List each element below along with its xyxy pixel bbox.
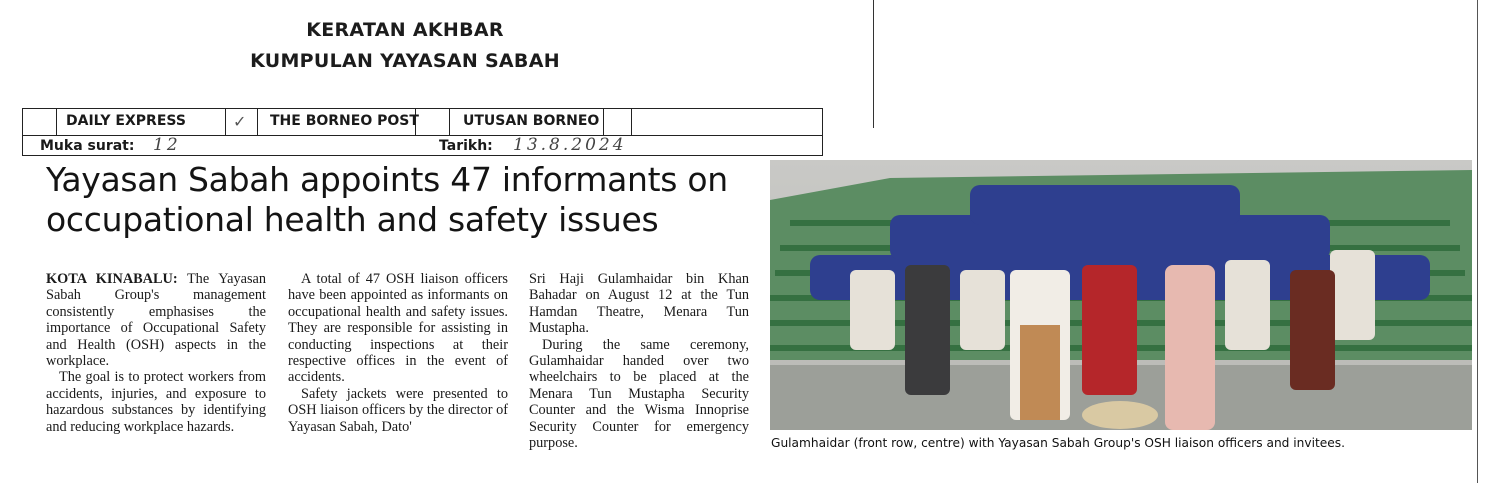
paragraph: Sri Haji Gulamhaidar bin Khan Bahadar on August 12 at the Tun Hamdan Theatre, Menara Tun Mustapha.: [529, 271, 749, 337]
clipping-form: [22, 108, 823, 156]
paragraph: A total of 47 OSH liaison officers have been appointed as informants on occupational health and safety issues. They are responsible for assisting in conducting inspections at their respective offices in the event of accidents.: [288, 271, 508, 386]
page-edge: [1477, 0, 1478, 483]
form-divider: [631, 109, 632, 135]
date-label: Tarikh:: [439, 138, 493, 154]
page-divider: [873, 0, 874, 128]
paper-borneo-post: THE BORNEO POST: [270, 113, 419, 129]
photo-caption: Gulamhaidar (front row, centre) with Yayasan Sabah Group's OSH liaison officers and invitees.: [771, 436, 1345, 450]
group-photo-image: [770, 160, 1472, 430]
article-headline: Yayasan Sabah appoints 47 informants on occupational health and safety issues: [46, 160, 728, 239]
group-photo: [770, 160, 1472, 430]
page-number: 12: [153, 135, 181, 155]
paragraph: Safety jackets were presented to OSH liaison officers by the director of Yayasan Sabah, Dato': [288, 385, 508, 435]
paragraph: The goal is to protect workers from accidents, injuries, and exposure to hazardous substances by identifying and reducing workplace hazards.: [46, 369, 266, 435]
page-label: Muka surat:: [40, 138, 135, 154]
date-value: 13.8.2024: [513, 135, 627, 155]
article-column-3: [529, 271, 749, 451]
form-divider: [603, 109, 604, 135]
paragraph: KOTA KINABALU: The Yayasan Sabah Group's management consistently emphasises the importance of Occupational Safety and Health (OSH) aspects in the workplace.: [46, 271, 266, 370]
article-column-1: [46, 271, 266, 435]
form-divider: [23, 135, 822, 136]
paper-utusan-borneo: UTUSAN BORNEO: [463, 113, 600, 129]
check-mark: ✓: [233, 112, 247, 131]
dateline: KOTA KINABALU:: [46, 271, 178, 287]
paper-daily-express: DAILY EXPRESS: [66, 113, 186, 129]
clipping-title: KERATAN AKHBAR: [306, 19, 504, 41]
form-divider: [225, 109, 226, 135]
article-column-2: [288, 271, 508, 435]
checkbox-daily-express: [56, 109, 57, 135]
clipping-subtitle: KUMPULAN YAYASAN SABAH: [250, 50, 560, 72]
paragraph: During the same ceremony, Gulamhaidar handed over two wheelchairs to be placed at the Menara Tun Mustapha Security Counter and the Wisma Innoprise Security Counter for emergency purpose.: [529, 336, 749, 452]
checkbox-borneo-post: [257, 109, 258, 135]
checkbox-utusan-borneo: [449, 109, 450, 135]
